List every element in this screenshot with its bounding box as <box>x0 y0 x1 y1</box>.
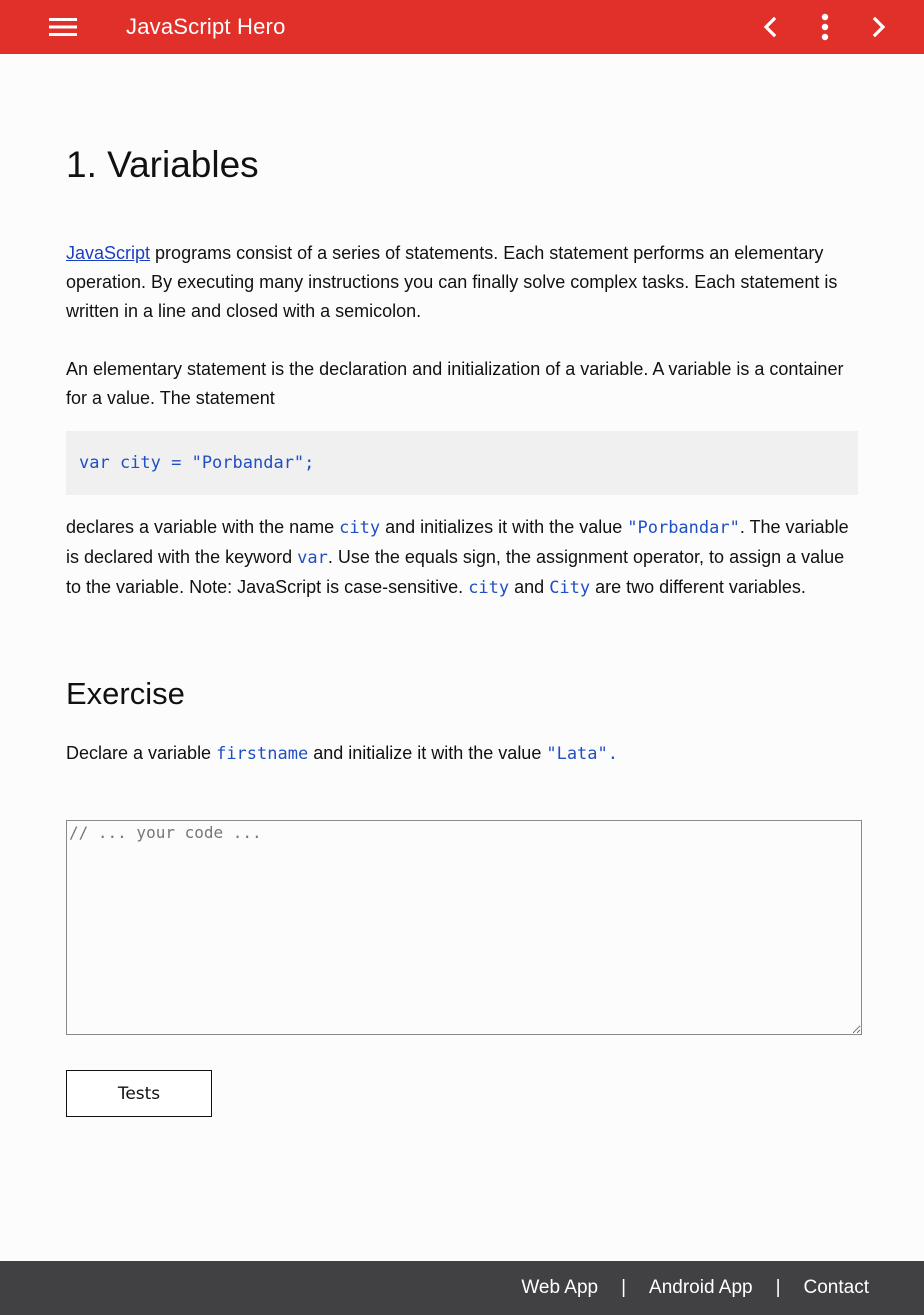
footer-separator: | <box>621 1277 627 1298</box>
inline-code: city <box>339 518 381 538</box>
task-text: Declare a variable <box>66 743 217 763</box>
app-header <box>0 0 924 54</box>
javascript-link[interactable]: JavaScript <box>66 243 151 263</box>
intro-paragraph <box>66 239 858 326</box>
explanation-text: . The variable is declared with the keyword <box>66 517 849 567</box>
inline-code: city <box>468 578 510 598</box>
tests-button[interactable]: Tests <box>66 1070 212 1117</box>
exercise-heading: Exercise <box>66 676 185 711</box>
exercise-task <box>66 739 858 769</box>
web-app-link[interactable]: Web App <box>521 1277 599 1298</box>
chevron-right-icon[interactable] <box>863 11 895 43</box>
inline-code: City <box>549 578 591 598</box>
inline-code: firstname <box>216 744 309 764</box>
chevron-left-icon[interactable] <box>754 11 786 43</box>
statement-paragraph: An elementary statement is the declaration and initialization of a variable. A variable is a container for a value. The statement <box>66 359 844 408</box>
page-title: 1. Variables <box>66 144 259 185</box>
inline-code: "Porbandar" <box>627 518 740 538</box>
code-example: var city = "Porbandar"; <box>66 431 858 495</box>
android-app-link[interactable]: Android App <box>649 1277 753 1298</box>
inline-code: var <box>297 548 328 568</box>
task-text: and initialize it with the value <box>308 743 547 763</box>
inline-code: "Lata". <box>546 744 618 764</box>
app-title: JavaScript Hero <box>126 14 286 39</box>
contact-link[interactable]: Contact <box>803 1277 869 1298</box>
explanation-paragraph <box>66 513 858 603</box>
explanation-text: and <box>509 577 550 597</box>
code-editor[interactable] <box>66 820 862 1035</box>
footer-links <box>521 1277 869 1299</box>
explanation-text: and initializes it with the value <box>380 517 628 537</box>
footer-separator: | <box>775 1277 781 1298</box>
explanation-text: . Use the equals sign, the assignment operator, to assign a value to the variable. Note: JavaScript is case-sensitive. <box>66 547 845 597</box>
hamburger-menu-icon[interactable] <box>44 11 82 43</box>
intro-text: programs consist of a series of statements. Each statement performs an elementary operation. By executing many instructions you can finally solve complex tasks. Each statement is written in a line and closed with a semicolon. <box>66 243 838 321</box>
footer <box>0 1261 924 1315</box>
explanation-text: are two different variables. <box>590 577 806 597</box>
explanation-text: declares a variable with the name <box>66 517 340 537</box>
more-vertical-icon[interactable] <box>809 11 841 43</box>
